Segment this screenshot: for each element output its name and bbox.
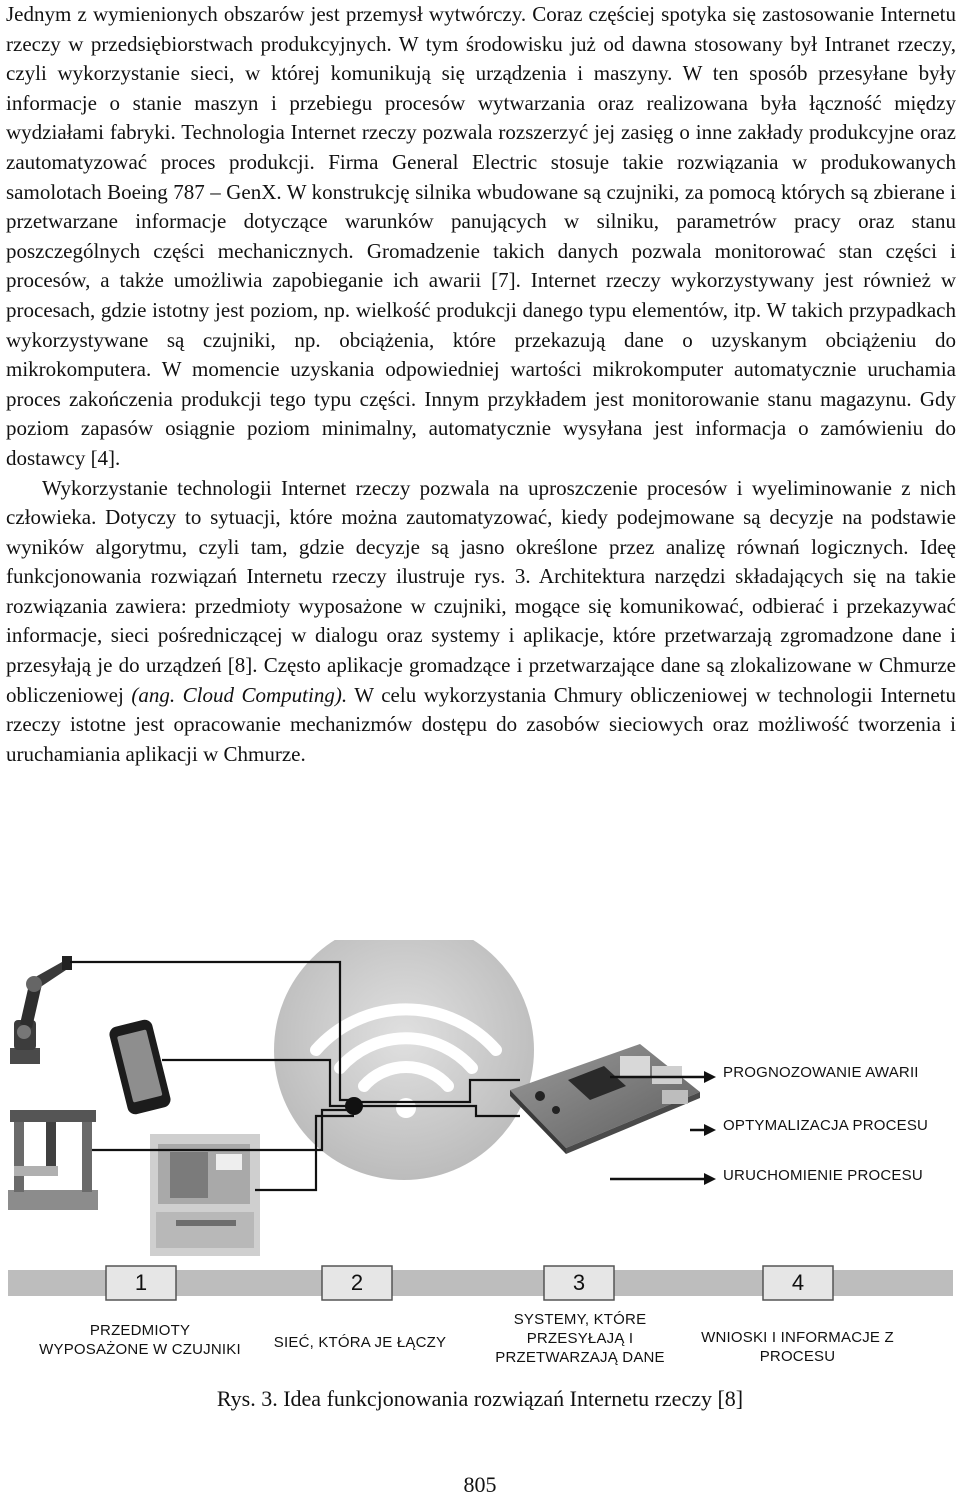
cnc-machine-icon — [150, 1134, 260, 1256]
step-label — [20, 1321, 260, 1359]
step-label-line: PRZETWARZAJĄ DANE — [495, 1349, 665, 1366]
step-number: 4 — [791, 1270, 805, 1295]
paragraph-italic-text: (ang. Cloud Computing). — [131, 682, 348, 707]
figure-iot-idea — [0, 940, 960, 1385]
paragraph-text: Wykorzystanie technologii Internet rzeczy pozwala na uproszczenie procesów i wyeliminowanie z nich człowieka. Dotyczy to sytuacji, które można zautomatyzować, kiedy podejmowane są decyzje na podstawie wyników algorytmu, czyli tam, gdzie decyzje są jasno określone przez analizę równań logicznych. Ideę funkcjonowania rozwiązań Internetu rzeczy ilustruje rys. 3. Architektura narzędzi składających się na takie rozwiązania zawiera: przedmioty wyposażone w czujniki, mogące się komunikować, odbierać i przekazywać informacje, sieci pośredniczącej w dialogu oraz systemy i aplikacje, które przetwarzają zgromadzone dane i przesyłają je do urządzeń [8]. Często aplikacje gromadzące i przetwarzające dane są zlokalizowane w Chmurze obliczeniowej — [6, 475, 956, 707]
step-number: 2 — [350, 1270, 364, 1295]
step-number: 3 — [572, 1270, 586, 1295]
figure-caption: Rys. 3. Idea funkcjonowania rozwiązań Internetu rzeczy [8] — [216, 1386, 744, 1411]
paragraph: Jednym z wymienionych obszarów jest przemysł wytwórczy. Coraz częściej spotyka się zastosowanie Internetu rzeczy w przedsiębiorstwach produkcyjnych. W tym środowisku już od dawna stosowany był Intranet rzeczy, czyli wykorzystanie sieci, w której komunikują się urządzenia i maszyny. W ten sposób przesyłane były informacje o stanie maszyn i przebiegu procesów wytwarzania oraz realizowana była łączność między wydziałami fabryki. Technologia Internet rzeczy pozwala rozszerzyć jej zasięg o inne zakłady produkcyjne oraz zautomatyzować proces produkcji. Firma General Electric stosuje takie rozwiązania w produkowanych samolotach Boeing 787 – GenX. W konstrukcję silnika wbudowane są czujniki, za pomocą których są zbierane i przetwarzane informacje dotyczące warunków panujących w silniku, parametrów pracy oraz stanu poszczególnych części mechanicznych. Gromadzenie takich danych pozwala monitorować stan części i procesów, a także umożliwia zapobieganie ich awarii [7]. Internet rzeczy wykorzystywany jest również w procesach, gdzie istotny jest poziom, np. wielkość produkcji danego typu elementów, itp. W takich przypadkach wykorzystywane są czujniki, np. obciążenia, które przekazują dane o uzyskanym obciążeniu do mikrokomputera. W momencie uzyskania odpowiedniej wartości mikrokomputer automatycznie uruchamia proces zakończenia produkcji tego typu części. Innym przykładem jest monitorowanie stanu magazynu. Gdy poziom zapasów osiągnie poziom minimalny, automatycznie wysyłana jest informacja o zamówieniu do dostawcy [4]. — [6, 2, 956, 470]
article-body — [6, 0, 956, 769]
step-label-line: WYPOSAŻONE W CZUJNIKI — [39, 1341, 241, 1358]
step-label-line: PRZESYŁAJĄ I — [526, 1330, 634, 1347]
microcomputer-board-icon — [510, 1044, 700, 1154]
step-label-line: PROCESU — [759, 1348, 836, 1365]
outcome-label: URUCHOMIENIE PROCESU — [723, 1167, 923, 1184]
step-label-line: SIEĆ, KTÓRA JE ŁĄCZY — [273, 1334, 447, 1351]
outcome-label: PROGNOZOWANIE AWARII — [723, 1064, 919, 1081]
step-label-line: SYSTEMY, KTÓRE — [513, 1311, 647, 1328]
step-number: 1 — [134, 1270, 148, 1295]
step-label-line: PRZEDMIOTY — [89, 1322, 191, 1339]
step-label — [690, 1328, 905, 1366]
outcome-label: OPTYMALIZACJA PROCESU — [723, 1117, 929, 1134]
paragraph — [6, 474, 956, 770]
step-label — [480, 1310, 680, 1367]
smartphone-icon — [108, 1018, 172, 1116]
page-number: 805 — [463, 1472, 497, 1497]
robot-arm-icon — [10, 956, 72, 1064]
step-label — [265, 1333, 455, 1352]
step-label-line: WNIOSKI I INFORMACJE Z — [701, 1329, 894, 1346]
measuring-machine-icon — [8, 1110, 98, 1210]
network-node — [345, 1097, 363, 1115]
paragraph-text: W celu wykorzystania Chmury obliczeniowej w technologii Internetu rzeczy istotne jest opracowanie mechanizmów dostępu do zasobów sieciowych oraz możliwość tworzenia i uruchamiania aplikacji w Chmurze. — [6, 682, 956, 766]
